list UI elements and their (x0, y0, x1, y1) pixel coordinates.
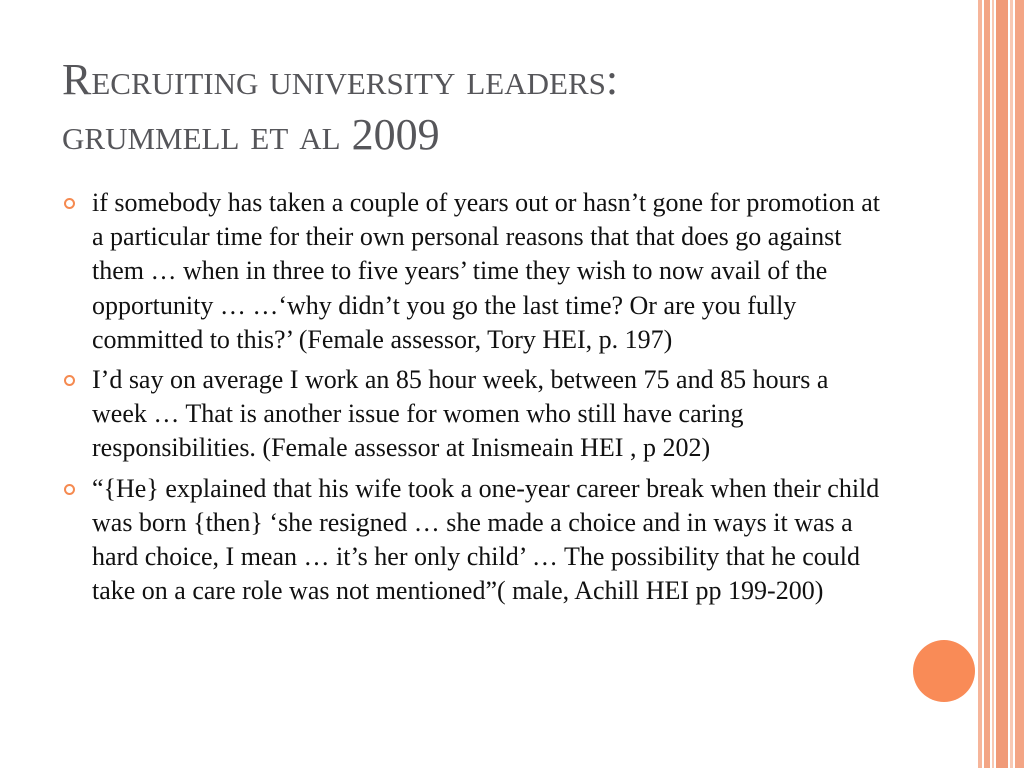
slide-title-line1: Recruiting university leaders: (62, 55, 619, 104)
slide-title (62, 52, 942, 162)
bullet-item (62, 186, 882, 357)
bullet-item (62, 363, 882, 466)
decor-stripe (996, 0, 1008, 768)
decor-stripe (992, 0, 994, 768)
bullet-text: if somebody has taken a couple of years out or hasn’t gone for promotion at a particular time for their own personal reasons that that does go against them … when in three to five years’ time they wish to now avail of the opportunity … …‘why didn’t you go the last time? Or are you fully committed to this?’ (Female assessor, Tory HEI, p. 197) (92, 188, 880, 354)
decor-stripe (1010, 0, 1013, 768)
bullet-list (62, 186, 882, 614)
bullet-text: “{He} explained that his wife took a one-year career break when their child was born {then} ‘she resigned … she made a choice and in ways it was a hard choice, I mean … it’s her only child’ … The possibility that he could take on a care role was not mentioned”( male, Achill HEI pp 199-200) (92, 473, 880, 606)
bullet-text: I’d say on average I work an 85 hour week, between 75 and 85 hours a week … That is another issue for women who still have caring responsibilities. (Female assessor at Inismeain HEI , p 202) (92, 365, 829, 463)
bullet-circle-icon (64, 484, 75, 495)
decor-stripe (978, 0, 982, 768)
decor-stripe (984, 0, 990, 768)
decor-circle (913, 640, 975, 702)
bullet-circle-icon (64, 375, 75, 386)
decor-stripe (1015, 0, 1024, 768)
slide-title-line2: grummell et al 2009 (62, 110, 440, 159)
bullet-item (62, 472, 882, 609)
bullet-circle-icon (64, 198, 75, 209)
